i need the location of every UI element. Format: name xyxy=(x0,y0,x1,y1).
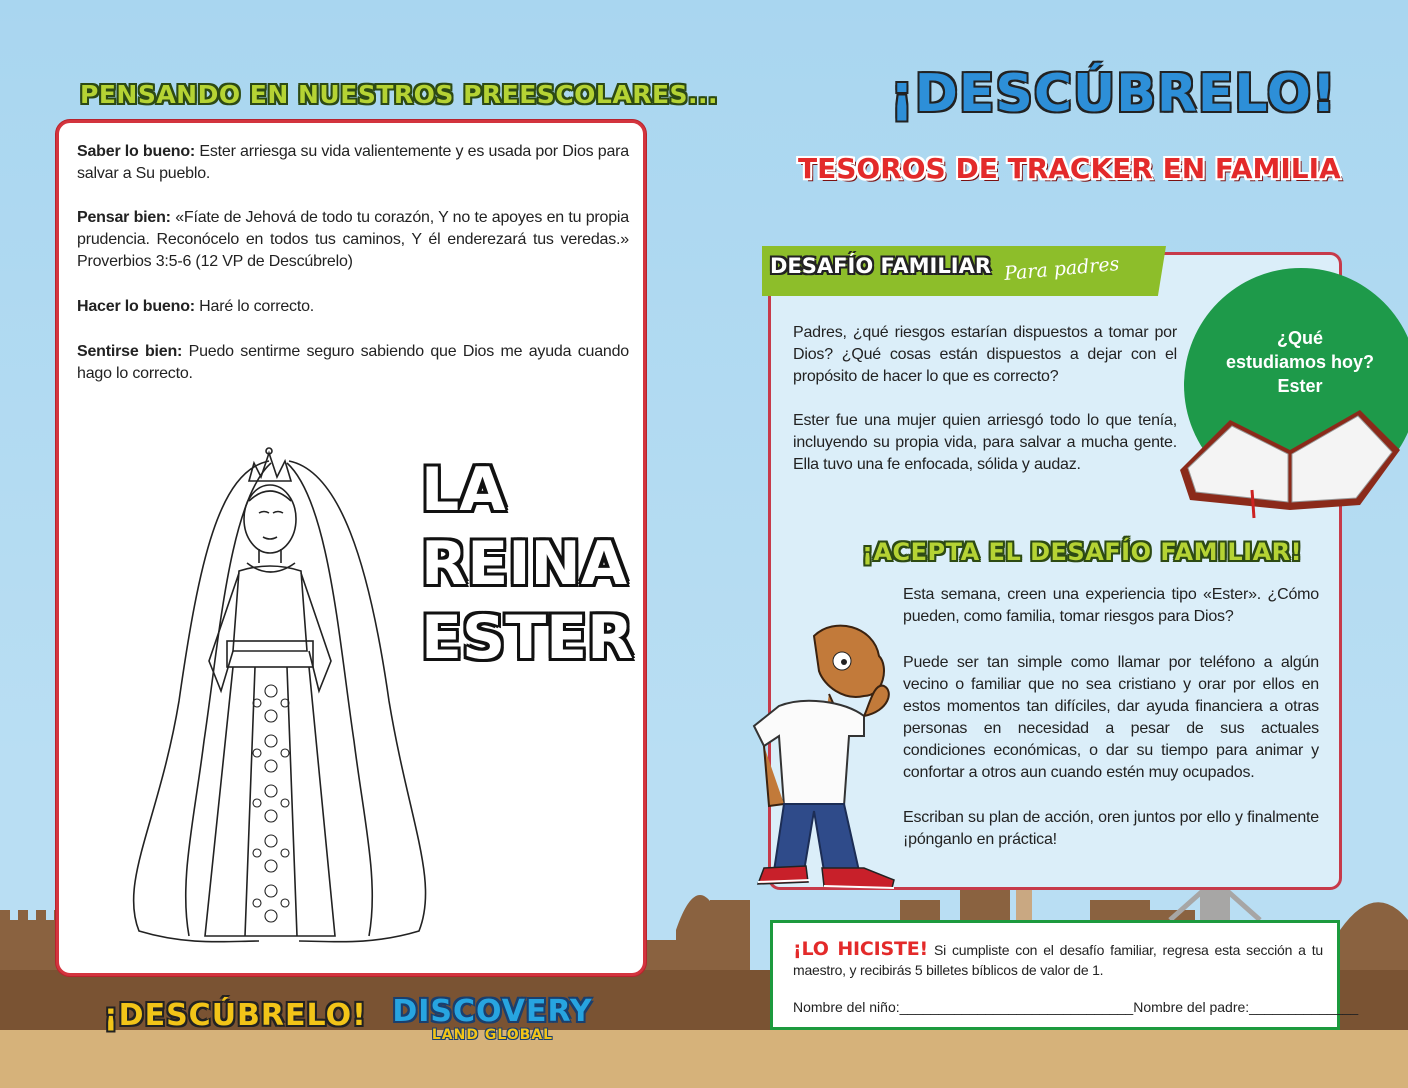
sentir-text: Puedo sentirme seguro sabiendo que Dios me ayuda cuando hago lo correcto. xyxy=(77,343,630,382)
open-book-icon xyxy=(1170,410,1408,520)
study-answer: Ester xyxy=(1277,376,1323,396)
child-name-field[interactable]: ______________________________ xyxy=(899,999,1134,1015)
discovery-land-logo xyxy=(390,994,595,1043)
saber-label: Saber lo bueno: xyxy=(77,143,196,160)
land-global-text: LAND GLOBAL xyxy=(431,1027,554,1043)
completion-text: Si cumpliste con el desafío familiar, regresa esta sección a tu maestro, y recibirás 5 billetes bíblicos de valor de 1. xyxy=(793,942,1324,978)
descubrelo-logo-small xyxy=(104,998,367,1033)
descubrelo-logo xyxy=(890,64,1337,124)
challenge-para-2: Ester fue una mujer quien arriesgó todo lo que tenía, incluyendo su propia vida, para salvar a mucha gente. Ella tuvo una fe enfocada, sólida y audaz. xyxy=(793,412,1177,473)
parent-name-field[interactable]: ______________ xyxy=(1249,999,1359,1015)
preschool-heading: PENSANDO EN NUESTROS PREESCOLARES... xyxy=(80,80,719,109)
title-line-la: LA xyxy=(421,455,506,525)
completion-box xyxy=(770,920,1359,1030)
completion-message xyxy=(793,939,1323,980)
completion-title: ¡LO HICISTE! xyxy=(793,938,929,960)
hacer-label: Hacer lo bueno: xyxy=(77,298,195,315)
preschool-card xyxy=(56,120,646,976)
challenge-para-4: Puede ser tan simple como llamar por teléfono a algún vecino o familiar que no sea cristiano y orar por ellos en estos momentos tan difíciles, dar ayuda financiera a otras personas en necesidad a pesar de sus actuales condiciones económicas, o dar su tiempo para animar y confortar a otros aun cuando estén muy ocupados. xyxy=(903,654,1319,781)
challenge-para-3: Esta semana, creen una experiencia tipo «Ester». ¿Cómo pueden, como familia, tomar riesgos para Dios? xyxy=(903,586,1319,625)
sentir-paragraph xyxy=(77,341,629,385)
signature-line xyxy=(793,999,1358,1015)
tracker-subtitle: TESOROS DE TRACKER EN FAMILIA xyxy=(798,152,1341,185)
accept-challenge-heading: ¡ACEPTA EL DESAFÍO FAMILIAR! xyxy=(862,538,1303,566)
sentir-label: Sentirse bien: xyxy=(77,343,183,360)
banner-title: DESAFÍO FAMILIAR xyxy=(770,254,991,278)
child-name-label: Nombre del niño: xyxy=(793,999,900,1015)
challenge-para-1: Padres, ¿qué riesgos estarían dispuestos a tomar por Dios? ¿Qué cosas están dispuestos a dejar con el propósito de hacer lo que es correcto? xyxy=(793,324,1177,385)
tracker-camel-mascot xyxy=(724,616,914,896)
queen-esther-illustration xyxy=(109,441,449,951)
study-circle-text xyxy=(1208,326,1392,398)
pensar-text: «Fíate de Jehová de todo tu corazón, Y no te apoyes en tu propia prudencia. Reconócelo en todos tus caminos, Y él enderezará tus veredas.» Proverbios 3:5-6 (12 VP de Descúbrelo) xyxy=(77,209,629,270)
hacer-paragraph xyxy=(77,296,629,318)
ground xyxy=(0,1030,1408,1088)
title-line-reina: REINA xyxy=(421,529,628,599)
title-line-ester: ESTER xyxy=(421,603,634,673)
descubrelo-logo-main: ¡DESCÚBRELO! xyxy=(890,64,1337,124)
pensar-label: Pensar bien: xyxy=(77,209,171,226)
parent-name-label: Nombre del padre: xyxy=(1133,999,1250,1015)
challenge-para-5: Escriban su plan de acción, oren juntos por ello y finalmente ¡pónganlo en práctica! xyxy=(903,809,1319,848)
saber-text: Ester arriesga su vida valientemente y es usada por Dios para salvar a Su pueblo. xyxy=(77,143,629,182)
study-question-line1: ¿Qué xyxy=(1276,328,1323,348)
study-question-line2: estudiamos hoy? xyxy=(1225,352,1375,372)
banner-subtitle: Para padres xyxy=(1003,253,1121,285)
descubrelo-logo-text: ¡DESCÚBRELO! xyxy=(104,998,367,1033)
hacer-text: Haré lo correcto. xyxy=(194,298,315,315)
discovery-text: DISCOVERY xyxy=(392,994,593,1029)
pensar-paragraph xyxy=(77,207,629,273)
saber-paragraph xyxy=(77,141,629,185)
